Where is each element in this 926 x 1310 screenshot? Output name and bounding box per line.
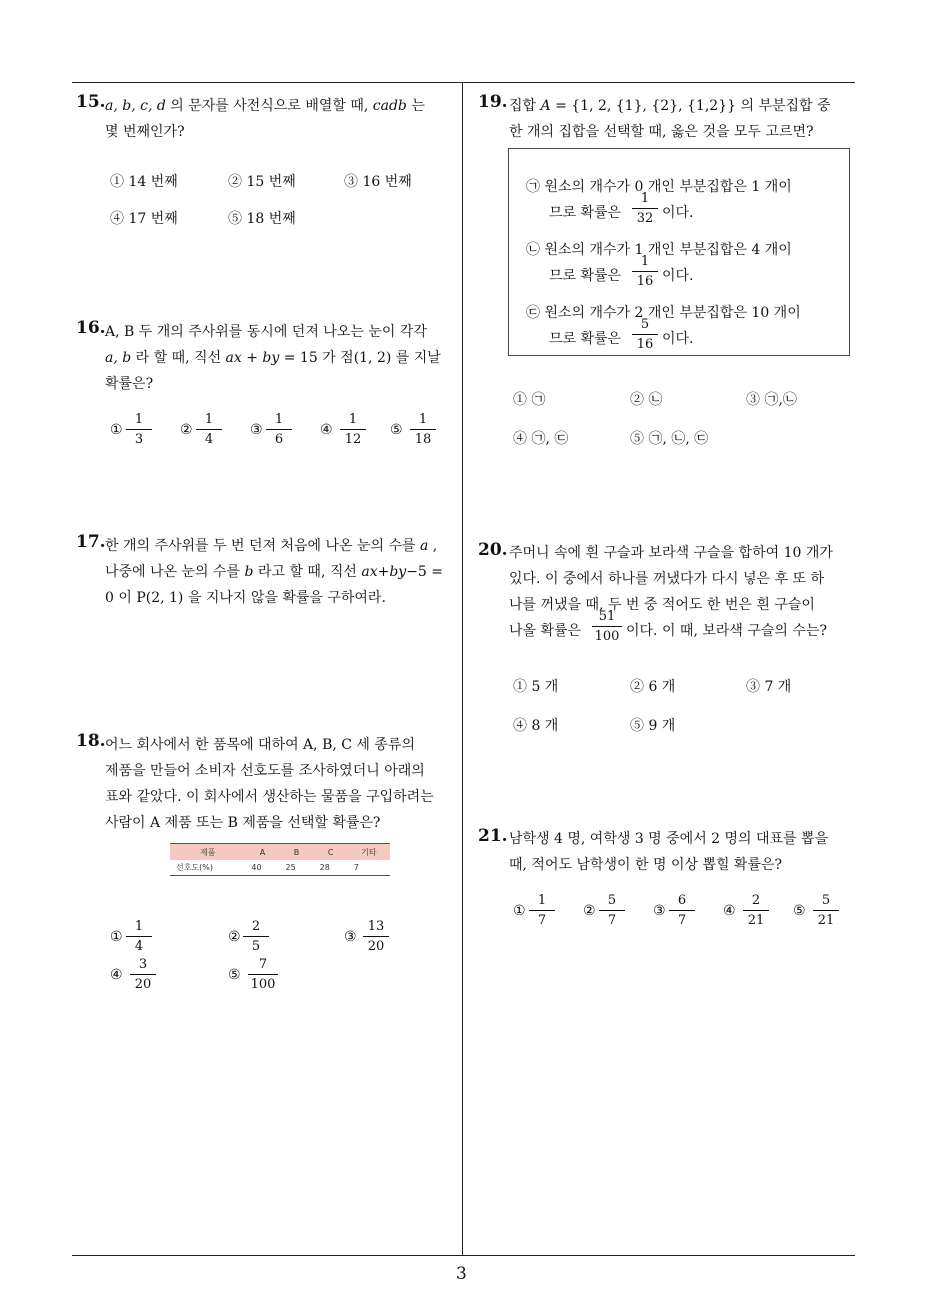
table-cell: 40 xyxy=(245,860,279,876)
choice-5-label[interactable]: ⑤ xyxy=(793,903,806,919)
choice-1[interactable]: ① ㉠ xyxy=(513,392,546,408)
question-number: 16. xyxy=(76,318,106,338)
choice-2[interactable]: ② 15 번째 xyxy=(228,174,296,190)
statement-3-fraction: 5 16 xyxy=(632,317,658,352)
choice-5-fraction[interactable]: 7 100 xyxy=(248,957,278,992)
table-header: B xyxy=(280,844,314,861)
choice-2[interactable]: ② 6 개 xyxy=(630,679,676,695)
statement-2-suffix: 이다. xyxy=(662,268,694,284)
choice-3-label[interactable]: ③ xyxy=(250,422,263,438)
choice-3[interactable]: ③ 7 개 xyxy=(746,679,792,695)
choice-2-label[interactable]: ② xyxy=(583,903,596,919)
table-row xyxy=(170,860,390,876)
choice-5-fraction[interactable]: 5 21 xyxy=(813,893,839,928)
choice-2-label[interactable]: ② xyxy=(180,422,193,438)
choice-4-label[interactable]: ④ xyxy=(110,967,123,983)
bottom-rule xyxy=(72,1255,855,1256)
choice-4-fraction[interactable]: 2 21 xyxy=(743,893,769,928)
choice-2-fraction[interactable]: 5 7 xyxy=(599,893,625,928)
question-number: 19. xyxy=(478,92,508,112)
choice-1-fraction[interactable]: 1 4 xyxy=(126,919,152,954)
choice-4-label[interactable]: ④ xyxy=(320,422,333,438)
question-text: 사람이 A 제품 또는 B 제품을 선택할 확률은? xyxy=(105,815,381,831)
choice-3-label[interactable]: ③ xyxy=(344,929,357,945)
choice-3-fraction[interactable]: 1 6 xyxy=(266,412,292,447)
statement-3-prefix: 므로 확률은 xyxy=(549,331,622,347)
choice-3[interactable]: ③ 16 번째 xyxy=(344,174,412,190)
choice-3-fraction[interactable]: 6 7 xyxy=(669,893,695,928)
choice-5[interactable]: ⑤ ㉠, ㉡, ㉢ xyxy=(630,431,709,447)
choice-4-label[interactable]: ④ xyxy=(723,903,736,919)
choice-1-label[interactable]: ① xyxy=(110,422,123,438)
top-rule xyxy=(72,82,855,83)
question-text: 나중에 나온 눈의 수를 b 라고 할 때, 직선 ax+by−5 = xyxy=(105,564,444,580)
question-text: 어느 회사에서 한 품목에 대하여 A, B, C 세 종류의 xyxy=(105,737,415,753)
table-header: C xyxy=(314,844,348,861)
statement-2-fraction: 1 16 xyxy=(632,254,658,289)
choice-5[interactable]: ⑤ 18 번째 xyxy=(228,211,296,227)
statement-1: ㉠ 원소의 개수가 0 개인 부분집합은 1 개이 xyxy=(526,179,792,195)
choice-2-label[interactable]: ② xyxy=(228,929,241,945)
choice-4[interactable]: ④ ㉠, ㉢ xyxy=(513,431,569,447)
question-text: a, b, c, d 의 문자를 사전식으로 배열할 때, cadb 는 xyxy=(105,98,425,114)
choice-1-label[interactable]: ① xyxy=(513,903,526,919)
choice-3-label[interactable]: ③ xyxy=(653,903,666,919)
choice-3[interactable]: ③ ㉠,㉡ xyxy=(746,392,797,408)
table-cell: 7 xyxy=(348,860,390,876)
statement-3: ㉢ 원소의 개수가 2 개인 부분집합은 10 개이 xyxy=(526,305,801,321)
question-number: 20. xyxy=(478,540,508,560)
question-text: 제품을 만들어 소비자 선호도를 조사하였더니 아래의 xyxy=(105,763,425,779)
choice-4-fraction[interactable]: 3 20 xyxy=(130,957,156,992)
choice-1[interactable]: ① 5 개 xyxy=(513,679,559,695)
choice-5-fraction[interactable]: 1 18 xyxy=(410,412,436,447)
table-cell: 28 xyxy=(314,860,348,876)
table-header: 기타 xyxy=(348,844,390,861)
choice-5-label[interactable]: ⑤ xyxy=(228,967,241,983)
question-text: 몇 번째인가? xyxy=(105,124,185,140)
question-text: 주머니 속에 흰 구슬과 보라색 구슬을 합하여 10 개가 xyxy=(509,545,833,561)
column-divider xyxy=(462,83,463,1255)
question-text: 한 개의 주사위를 두 번 던져 처음에 나온 눈의 수를 a , xyxy=(105,538,438,554)
choice-4[interactable]: ④ 17 번째 xyxy=(110,211,178,227)
table-header: A xyxy=(245,844,279,861)
statement-1-prefix: 므로 확률은 xyxy=(549,205,622,221)
choice-2-fraction[interactable]: 2 5 xyxy=(243,919,269,954)
statement-2: ㉡ 원소의 개수가 1 개인 부분집합은 4 개이 xyxy=(526,242,792,258)
question-text: 있다. 이 중에서 하나를 꺼냈다가 다시 넣은 후 또 하 xyxy=(509,571,824,587)
choice-1-fraction[interactable]: 1 3 xyxy=(126,412,152,447)
statement-2-prefix: 므로 확률은 xyxy=(549,268,622,284)
choice-5-label[interactable]: ⑤ xyxy=(390,422,403,438)
choice-5[interactable]: ⑤ 9 개 xyxy=(630,718,676,734)
question-text: 남학생 4 명, 여학생 3 명 중에서 2 명의 대표를 뽑을 xyxy=(509,831,829,847)
question-text: 0 이 P(2, 1) 을 지나지 않을 확률을 구하여라. xyxy=(105,590,386,606)
choice-4-fraction[interactable]: 1 12 xyxy=(340,412,366,447)
question-number: 17. xyxy=(76,532,106,552)
question-text: 집합 A = {1, 2, {1}, {2}, {1,2}} 의 부분집합 중 xyxy=(509,98,831,114)
question-text: 확률은? xyxy=(105,376,154,392)
question-number: 21. xyxy=(478,826,508,846)
choice-2-fraction[interactable]: 1 4 xyxy=(196,412,222,447)
question-number: 15. xyxy=(76,92,106,112)
page-number: 3 xyxy=(456,1264,467,1284)
question-text: 나를 꺼냈을 때, 두 번 중 적어도 한 번은 흰 구슬이 xyxy=(509,597,815,613)
table-header: 제품 xyxy=(170,844,245,861)
choice-1[interactable]: ① 14 번째 xyxy=(110,174,178,190)
statement-1-fraction: 1 32 xyxy=(632,191,658,226)
table-header-row xyxy=(170,844,390,861)
question-text: 표와 같았다. 이 회사에서 생산하는 물품을 구입하려는 xyxy=(105,789,434,805)
question-text: 이다. 이 때, 보라색 구슬의 수는? xyxy=(626,623,827,639)
choice-2[interactable]: ② ㉡ xyxy=(630,392,663,408)
question-text: A, B 두 개의 주사위를 동시에 던져 나오는 눈이 각각 xyxy=(105,324,427,340)
table-cell: 선호도(%) xyxy=(170,860,245,876)
question-text: 때, 적어도 남학생이 한 명 이상 뽑힐 확률은? xyxy=(509,857,783,873)
choice-3-fraction[interactable]: 13 20 xyxy=(363,919,389,954)
choice-1-fraction[interactable]: 1 7 xyxy=(529,893,555,928)
preference-table xyxy=(170,843,390,876)
question-text: a, b 라 할 때, 직선 ax + by = 15 가 점(1, 2) 를 지날 xyxy=(105,350,441,366)
question-text: 한 개의 집합을 선택할 때, 옳은 것을 모두 고르면? xyxy=(509,124,814,140)
statement-3-suffix: 이다. xyxy=(662,331,694,347)
table-cell: 25 xyxy=(280,860,314,876)
probability-fraction: 51 100 xyxy=(592,609,622,644)
question-text: 나올 확률은 xyxy=(509,623,582,639)
question-number: 18. xyxy=(76,731,106,751)
choice-1-label[interactable]: ① xyxy=(110,929,123,945)
statement-1-suffix: 이다. xyxy=(662,205,694,221)
choice-4[interactable]: ④ 8 개 xyxy=(513,718,559,734)
